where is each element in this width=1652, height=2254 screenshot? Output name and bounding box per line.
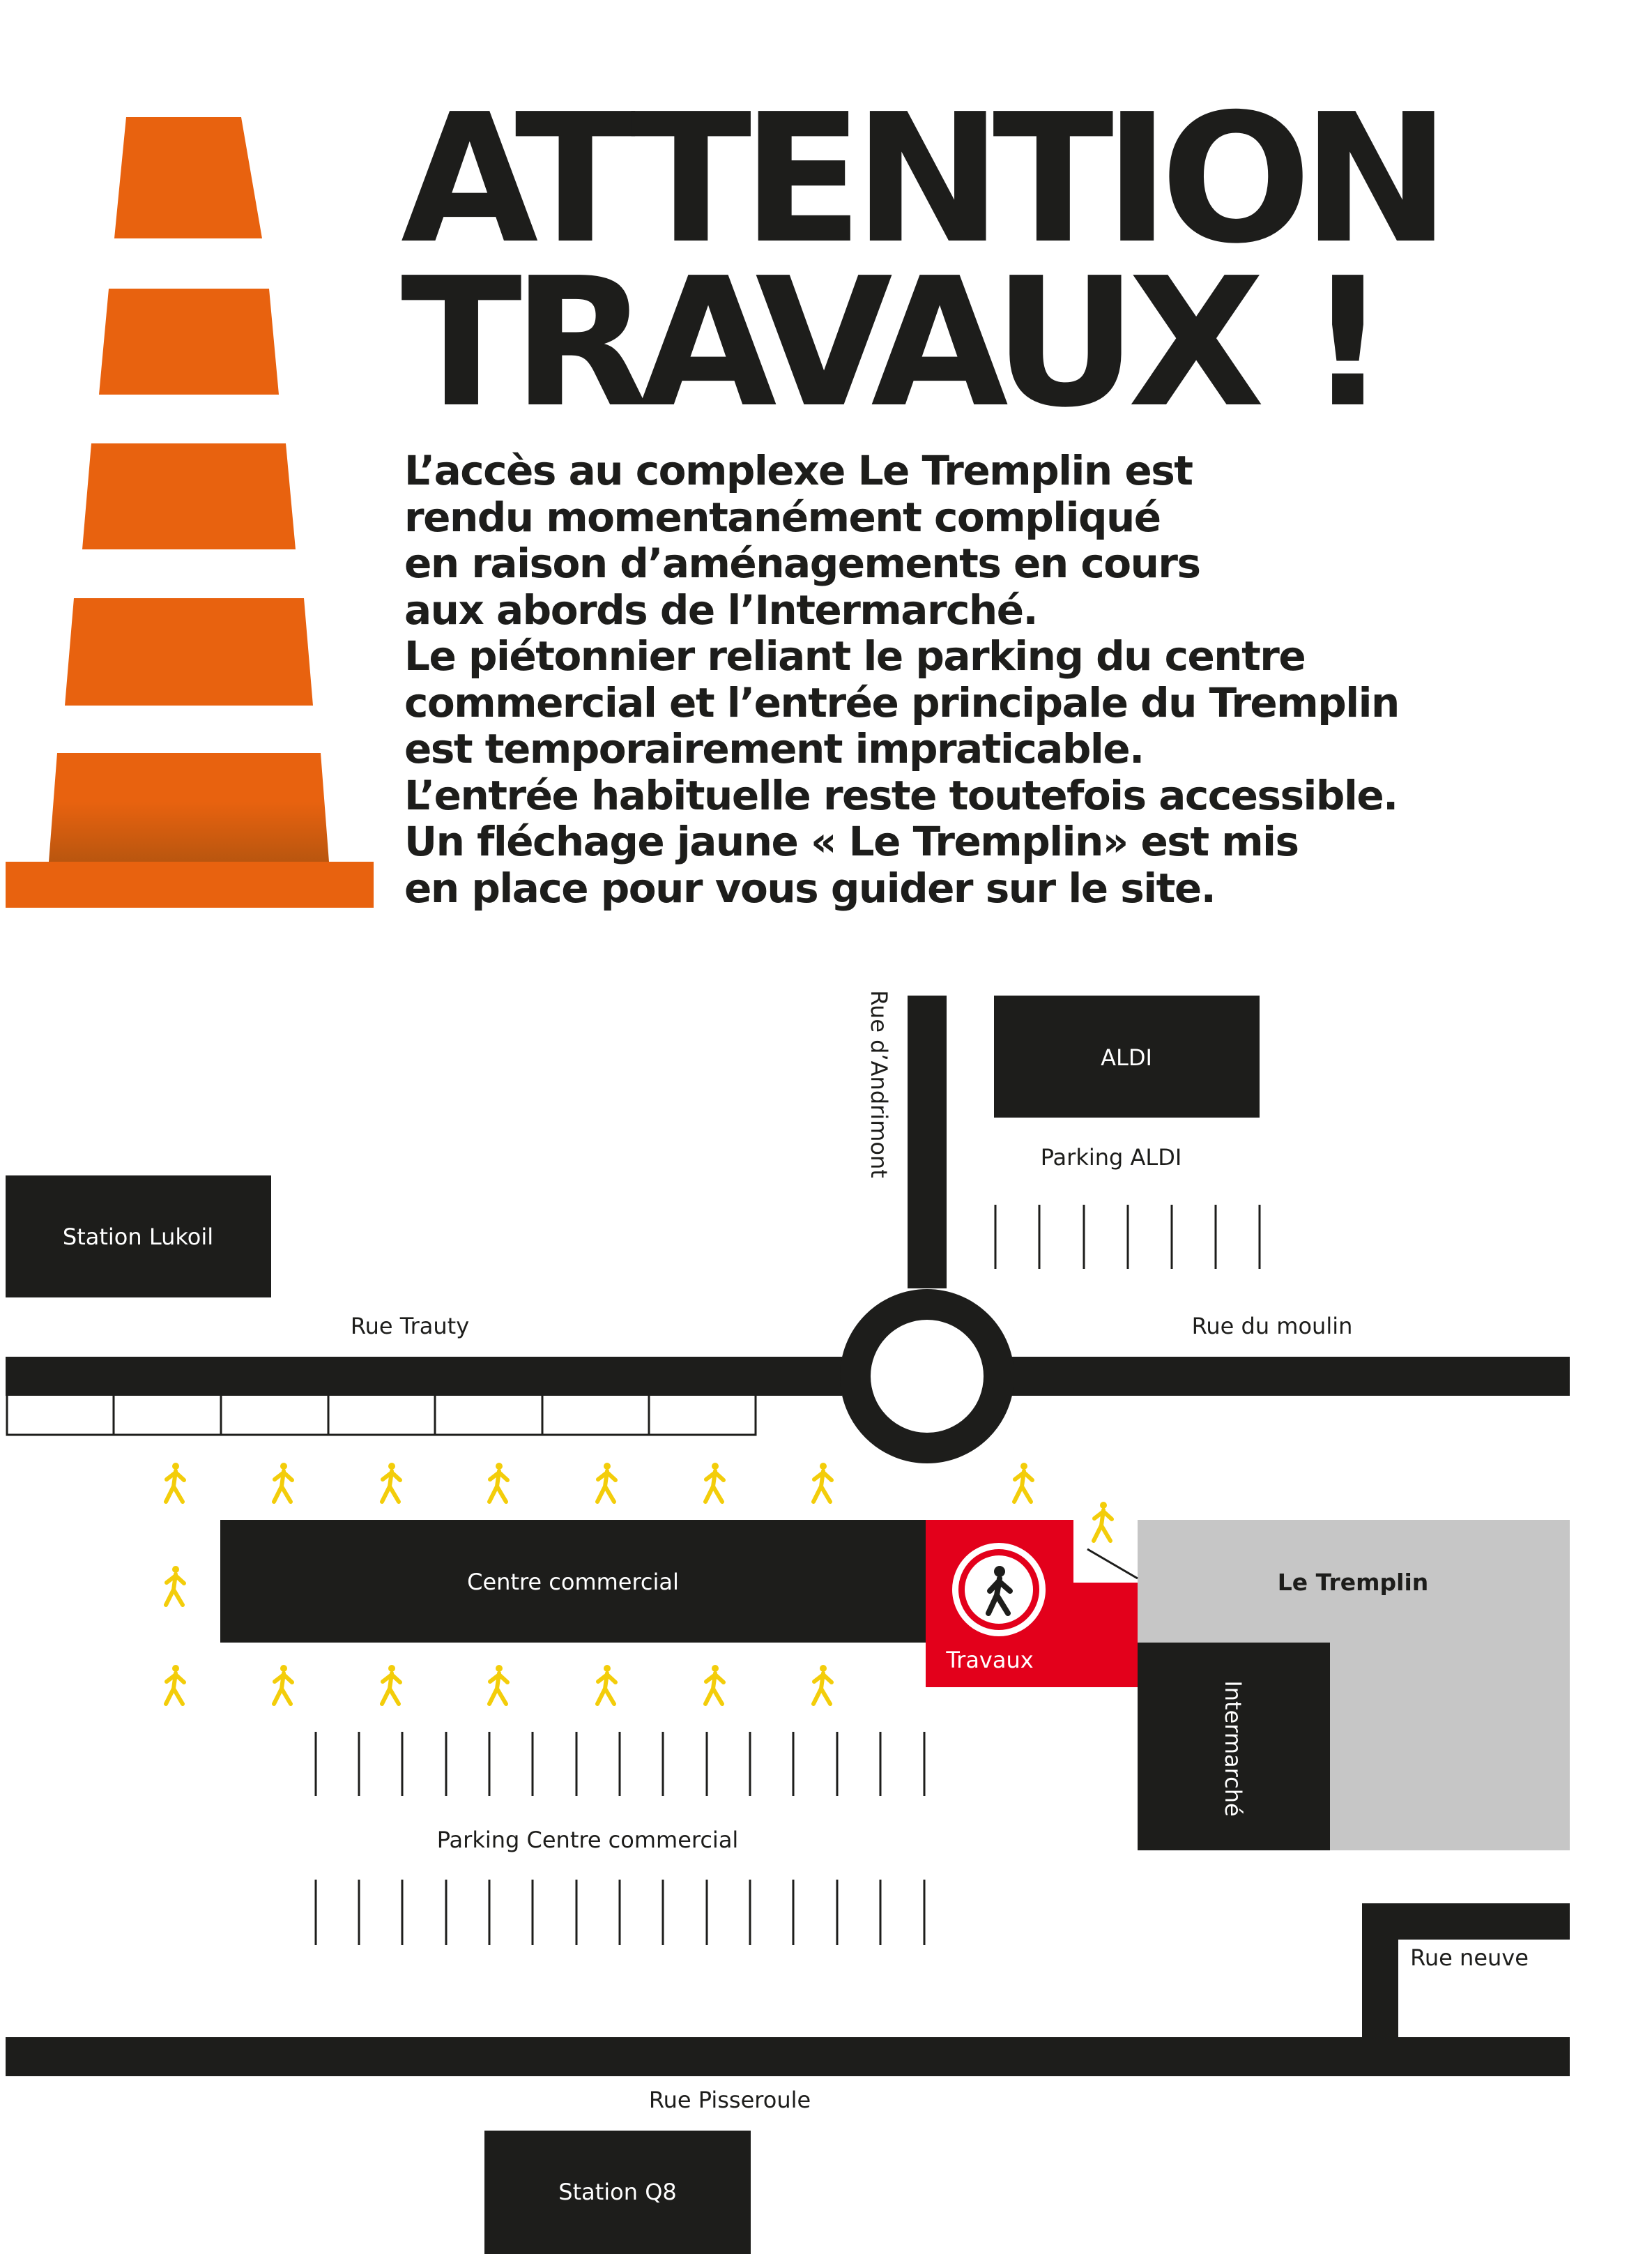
rue-pisseroule-road (6, 2037, 1570, 2076)
le-tremplin-label: Le Tremplin (1277, 1569, 1429, 1596)
notice-line: en raison d’aménagements en cours (404, 540, 1200, 587)
aldi-label: ALDI (1101, 1044, 1152, 1071)
roundabout (855, 1304, 999, 1448)
notice-line: L’accès au complexe Le Tremplin est (404, 447, 1193, 494)
map-diagram (6, 990, 1570, 2254)
title-line-1: ATTENTION (401, 76, 1441, 283)
parking-centre-label: Parking Centre commercial (436, 1827, 739, 1853)
notice-line: commercial et l’entrée principale du Tremplin (404, 678, 1399, 726)
travaux-connector-line (1087, 1549, 1138, 1578)
station-lukoil-label: Station Lukoil (62, 1224, 214, 1250)
station-q8-label: Station Q8 (558, 2179, 677, 2205)
travaux-label: Travaux (946, 1647, 1034, 1673)
rue-neuve-label: Rue neuve (1410, 1944, 1529, 1971)
title-line-2: TRAVAUX ! (401, 240, 1379, 447)
traffic-cone-icon (6, 117, 374, 908)
notice-line: L’entrée habituelle reste toutefois accessible. (404, 771, 1398, 819)
centre-commercial-label: Centre commercial (467, 1569, 679, 1595)
notice-line: Le piétonnier reliant le parking du centre (404, 632, 1306, 680)
notice-text (404, 448, 1547, 911)
notice-line: Un fléchage jaune « Le Tremplin» est mis (404, 818, 1299, 865)
rue-trauty-label: Rue Trauty (350, 1313, 470, 1339)
notice-line: est temporairement impraticable. (404, 725, 1144, 772)
rue-du-moulin-label: Rue du moulin (1191, 1313, 1353, 1339)
notice-line: aux abords de l’Intermarché. (404, 586, 1038, 634)
rue-pisseroule-label: Rue Pisseroule (648, 2087, 811, 2113)
rue-du-moulin-road (1004, 1357, 1570, 1396)
rue-trauty-road (6, 1357, 842, 1396)
rue-andrimont-road (908, 996, 947, 1288)
rue-andrimont-label: Rue d’Andrimont (866, 990, 892, 1178)
intermarche-label: Intermarché (1220, 1680, 1246, 1817)
page-title (401, 76, 1441, 447)
notice-line: en place pour vous guider sur le site. (404, 864, 1216, 912)
parking-aldi-label: Parking ALDI (1040, 1144, 1182, 1171)
roadside-parking-bays (7, 1396, 756, 1435)
notice-line: rendu momentanément compliqué (404, 493, 1161, 541)
parking-aldi-lines (995, 1205, 1260, 1269)
